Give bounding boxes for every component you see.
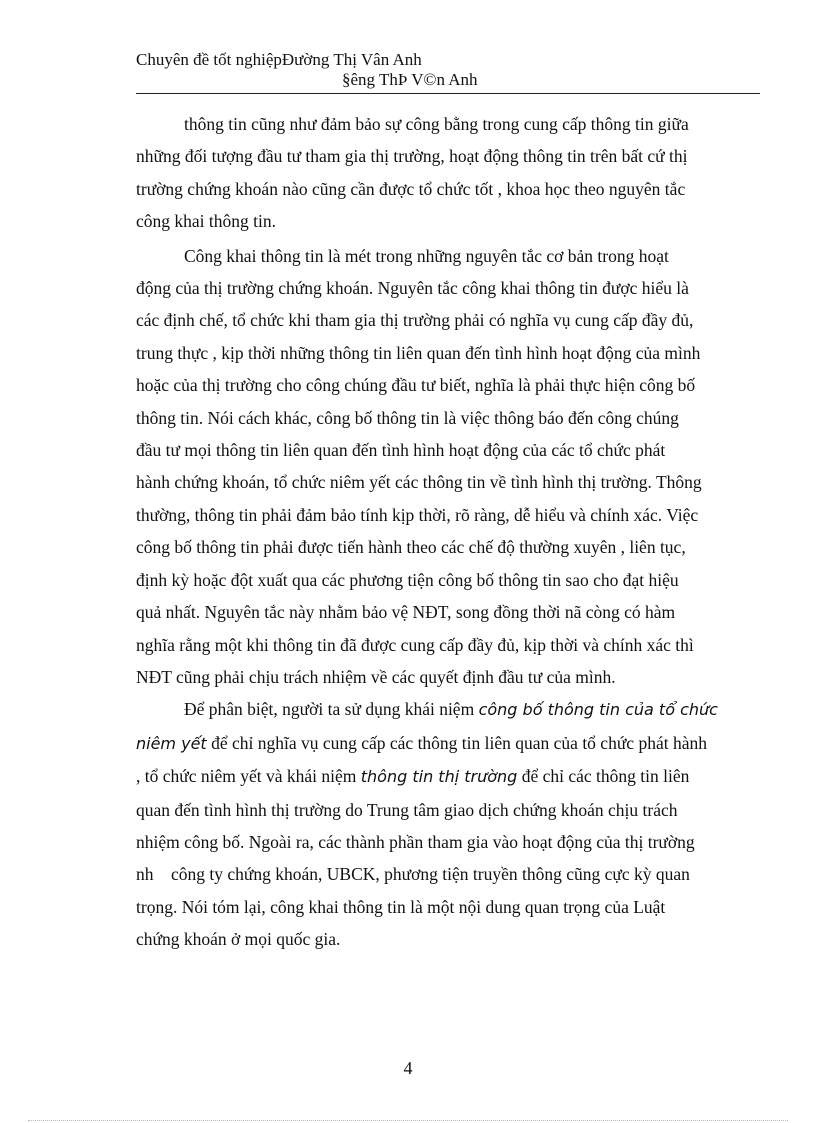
header-title: Chuyên đề tốt nghiệpĐường Thị Vân Anh [136,50,422,69]
p3-text: , tổ chức niêm yết và khái niệm [136,766,361,787]
p3-line: nh công ty chứng khoán, UBCK, phương tiện truyền thông cũng cực kỳ quan [136,864,690,885]
p1-line: những đối tượng đầu tư tham gia thị trường, hoạt động thông tin trên bất cứ thị [136,146,688,167]
p2-line: trung thực , kịp thời những thông tin liên quan đến tình hình hoạt động của mình [136,342,701,363]
p1-line: thông tin cũng như đảm bảo sự công bằng trong cung cấp thông tin giữa [184,114,689,134]
p2-line: thông tin. Nói cách khác, công bố thông tin là việc thông báo đến công chúng [136,407,679,428]
p3-text: Để phân biệt, người ta sử dụng khái niệm [184,699,479,720]
header-rule [136,93,760,94]
p3-line [136,727,776,760]
p3-line: chứng khoán ở mọi quốc gia. [136,929,341,950]
p2-line: NĐT cũng phải chịu trách nhiệm về các quyết định đầu tư của mình. [136,666,616,687]
p1-line: trường chứng khoán nào cũng cần được tổ chức tốt , khoa học theo nguyên tắc [136,178,686,199]
p3-italic-term: công bố thông tin của tổ chức [478,700,718,720]
header-author-garbled: §êng ThÞ V©n Anh [342,70,478,89]
p2-line: các định chế, tổ chức khi tham gia thị trường phải có nghĩa vụ cung cấp đầy đủ, [136,310,694,331]
p2-line: hành chứng khoán, tổ chức niêm yết các thông tin về tình hình thị trường. Thông [136,472,702,493]
p2-line: công bố thông tin phải được tiến hành theo các chế độ thường xuyên , liên tục, [136,537,686,558]
document-body [136,108,776,956]
p3-italic-term: niêm yết [136,733,207,753]
p3-line [136,693,776,726]
p2-line: động của thị trường chứng khoán. Nguyên tắc công khai thông tin được hiểu là [136,278,689,299]
p1-line: công khai thông tin. [136,211,276,232]
p3-text: để chỉ các thông tin liên [517,766,690,787]
p2-line: định kỳ hoặc đột xuất qua các phương tiện công bố thông tin sao cho đạt hiệu [136,569,679,590]
p2-line: thường, thông tin phải đảm bảo tính kịp thời, rõ ràng, dễ hiểu và chính xác. Việc [136,504,699,525]
p2-line: hoặc của thị trường cho công chúng đầu tư biết, nghĩa là phải thực hiện công bố [136,375,696,396]
p3-line: trọng. Nói tóm lại, công khai thông tin là một nội dung quan trọng của Luật [136,896,666,917]
page-number: 4 [403,1058,413,1078]
p2-line: Công khai thông tin là mét trong những nguyên tắc cơ bản trong hoạt [184,245,669,266]
p3-italic-term: thông tin thị trường [360,767,518,787]
p2-line: đầu tư mọi thông tin liên quan đến tình hình hoạt động của các tổ chức phát [136,440,666,461]
p3-line: quan đến tình hình thị trường do Trung tâm giao dịch chứng khoán chịu trách [136,799,678,820]
p2-line: quả nhất. Nguyên tắc này nhằm bảo vệ NĐT, song đồng thời nã còng có hàm [136,602,676,623]
page-bottom-divider [28,1120,788,1121]
p3-line [136,760,776,793]
p3-text: để chỉ nghĩa vụ cung cấp các thông tin liên quan của tổ chức phát hành [206,732,707,753]
page-header [136,50,760,90]
p3-line: nhiệm công bố. Ngoài ra, các thành phần tham gia vào hoạt động của thị trường [136,831,695,852]
p2-line: nghĩa rằng một khi thông tin đã được cung cấp đầy đủ, kịp thời và chính xác thì [136,634,694,655]
